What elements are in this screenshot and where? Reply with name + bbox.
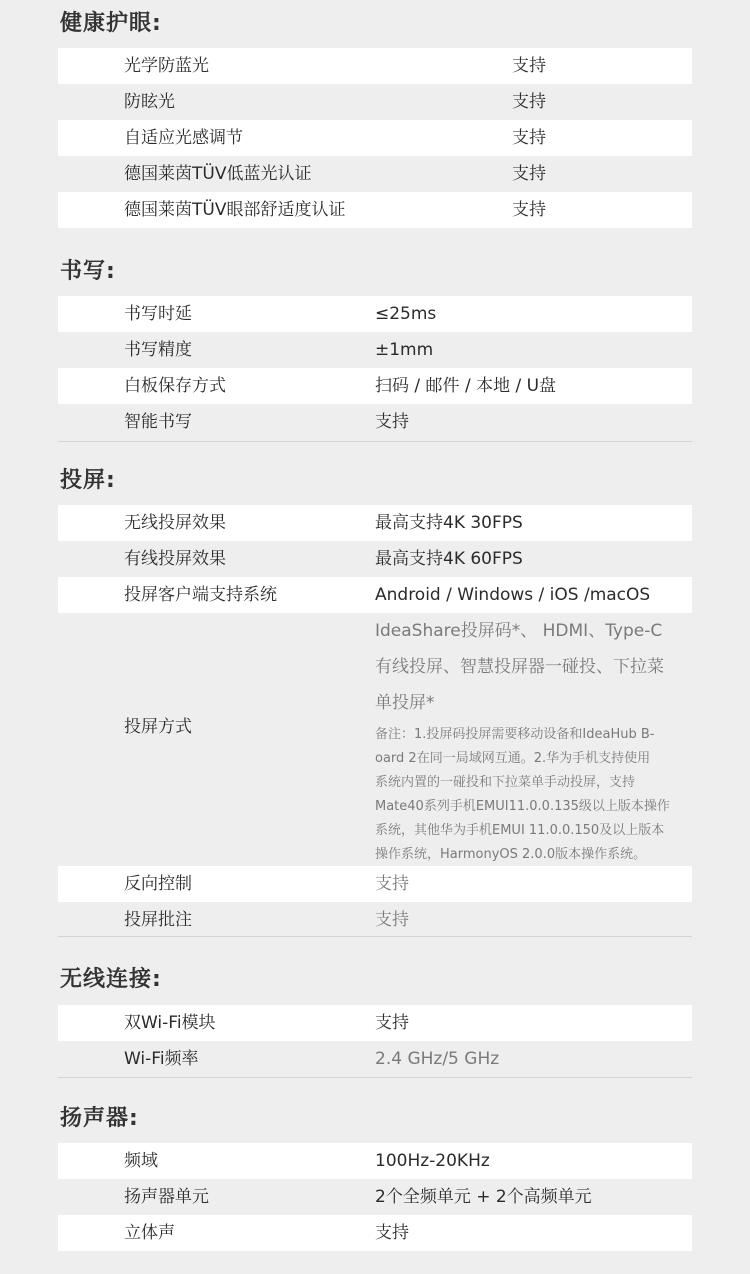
spec-row-projection-method [58,613,692,865]
spec-label: 投屏方式 [124,717,192,737]
spec-row [58,902,692,938]
spec-label: 自适应光感调节 [124,128,243,148]
spec-label: 频域 [124,1151,158,1171]
spec-row [58,505,692,541]
spec-value: 支持 [375,1013,409,1033]
spec-value: 2个全频单元 + 2个高频单元 [375,1187,592,1207]
spec-value-line: 有线投屏、智慧投屏器一碰投、下拉菜 [375,657,664,677]
spec-row [58,296,692,332]
spec-value: 扫码 / 邮件 / 本地 / U盘 [375,376,557,396]
spec-value: 支持 [375,1223,409,1243]
spec-row [58,404,692,440]
spec-value: Android / Windows / iOS /macOS [375,585,651,605]
spec-row [58,577,692,613]
section-divider [58,441,692,442]
spec-value: 支持 [512,56,546,76]
spec-value-line: IdeaShare投屏码*、 HDMI、Type-C [375,621,663,641]
spec-value: 支持 [512,200,546,220]
spec-row [58,156,692,192]
spec-row [58,368,692,404]
spec-value: 支持 [512,92,546,112]
spec-row [58,192,692,228]
spec-row [58,541,692,577]
section-divider [58,1077,692,1078]
spec-value-multiline [375,613,693,867]
section-title-projection: 投屏: [60,468,116,493]
spec-label: 扬声器单元 [124,1187,209,1207]
spec-row [58,1179,692,1215]
spec-row [58,1143,692,1179]
spec-label: 光学防蓝光 [124,56,209,76]
spec-label: 投屏批注 [124,910,192,930]
spec-value: 支持 [375,412,409,432]
spec-label: 智能书写 [124,412,192,432]
spec-value: ±1mm [375,340,434,360]
spec-note-line: Mate40系列手机EMUI11.0.0.135级以上版本操作 [375,799,670,814]
spec-value: 支持 [375,910,409,930]
spec-row [58,1041,692,1077]
section-title-writing: 书写: [60,259,116,284]
spec-note-line: 系统，其他华为手机EMUI 11.0.0.150及以上版本 [375,823,665,838]
spec-label: 无线投屏效果 [124,513,226,533]
section-title-eye-care: 健康护眼: [60,11,162,36]
spec-label: Wi-Fi频率 [124,1049,199,1069]
spec-note-line: 备注：1.投屏码投屏需要移动设备和IdeaHub B- [375,727,655,742]
spec-label: 白板保存方式 [124,376,226,396]
spec-value: 最高支持4K 30FPS [375,513,523,533]
spec-row [58,120,692,156]
spec-value: 支持 [512,164,546,184]
spec-value: 最高支持4K 60FPS [375,549,523,569]
spec-value: 支持 [375,874,409,894]
spec-value-line: 单投屏* [375,693,435,713]
spec-label: 德国莱茵TÜV低蓝光认证 [124,164,312,184]
spec-label: 德国莱茵TÜV眼部舒适度认证 [124,200,346,220]
spec-value-lines [375,613,693,721]
spec-label: 反向控制 [124,874,192,894]
spec-row [58,48,692,84]
spec-label: 书写时延 [124,304,192,324]
spec-note-line: 系统内置的一碰投和下拉菜单手动投屏，支持 [375,775,636,790]
spec-row [58,332,692,368]
spec-label: 双Wi-Fi模块 [124,1013,216,1033]
spec-note-line: oard 2在同一局域网互通。2.华为手机支持使用 [375,751,651,766]
spec-label: 有线投屏效果 [124,549,226,569]
section-title-speaker: 扬声器: [60,1106,139,1131]
spec-label: 立体声 [124,1223,175,1243]
spec-row [58,84,692,120]
spec-value: ≤25ms [375,304,437,324]
spec-note [375,723,693,867]
section-divider [58,936,692,937]
spec-note-line: 操作系统，HarmonyOS 2.0.0版本操作系统。 [375,847,647,862]
spec-label: 书写精度 [124,340,192,360]
spec-value: 支持 [512,128,546,148]
spec-label: 防眩光 [124,92,175,112]
spec-row [58,866,692,902]
spec-row [58,1215,692,1251]
spec-value: 100Hz-20KHz [375,1151,490,1171]
spec-value: 2.4 GHz/5 GHz [375,1049,500,1069]
spec-label: 投屏客户端支持系统 [124,585,277,605]
spec-row [58,1005,692,1041]
section-title-wireless: 无线连接: [60,967,162,992]
